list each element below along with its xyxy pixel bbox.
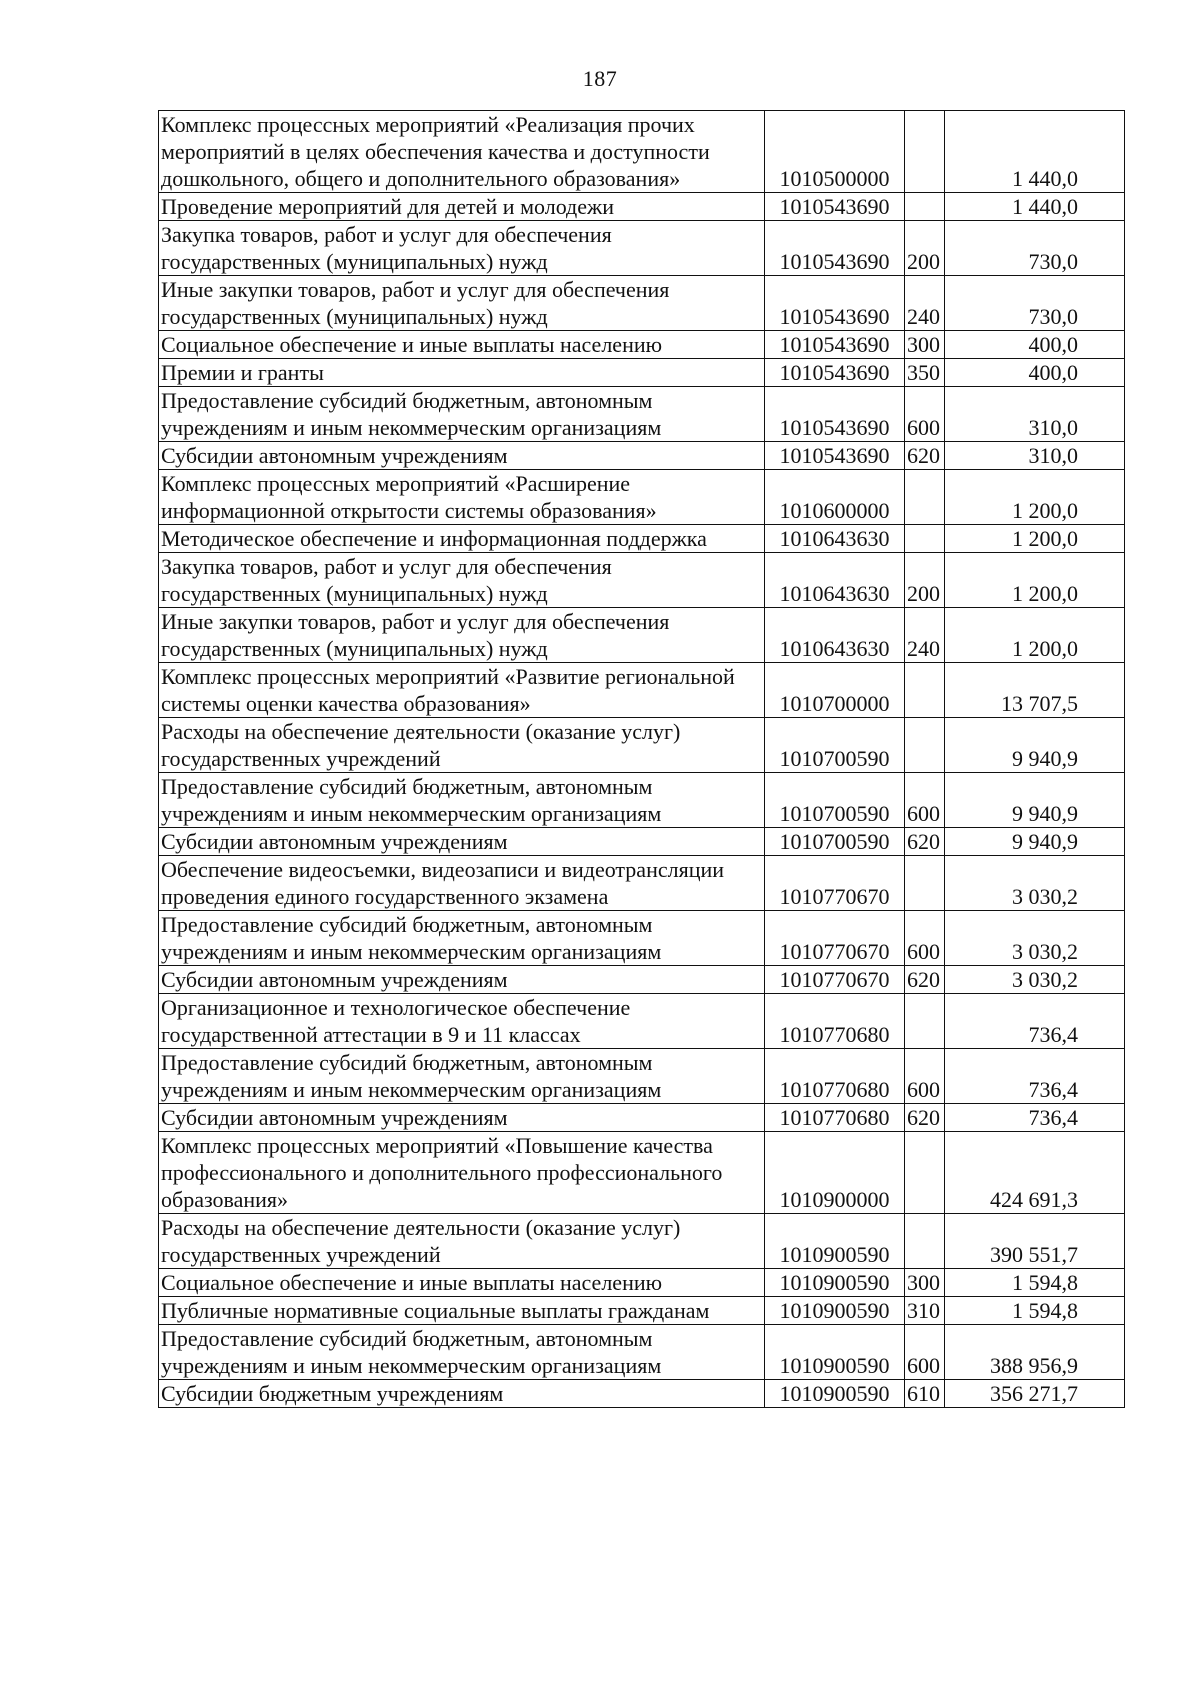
row-type-cell: 620 xyxy=(905,828,945,856)
row-type-cell: 610 xyxy=(905,1380,945,1408)
row-code-cell: 1010643630 xyxy=(765,525,905,553)
row-type-cell xyxy=(905,856,945,911)
table-row xyxy=(159,276,1125,331)
row-amount-cell: 736,4 xyxy=(945,994,1125,1049)
table-row xyxy=(159,663,1125,718)
row-amount-cell: 3 030,2 xyxy=(945,856,1125,911)
row-code-cell: 1010700590 xyxy=(765,828,905,856)
row-amount-cell: 1 200,0 xyxy=(945,470,1125,525)
row-type-cell: 600 xyxy=(905,773,945,828)
row-name-cell: Социальное обеспечение и иные выплаты населению xyxy=(159,331,765,359)
row-code-cell: 1010543690 xyxy=(765,331,905,359)
row-code-cell: 1010770680 xyxy=(765,1104,905,1132)
row-type-cell: 300 xyxy=(905,331,945,359)
table-row xyxy=(159,911,1125,966)
row-code-cell: 1010900000 xyxy=(765,1132,905,1214)
row-name-cell: Иные закупки товаров, работ и услуг для обеспечения государственных (муниципальных) нужд xyxy=(159,276,765,331)
row-name-cell: Обеспечение видеосъемки, видеозаписи и видеотрансляции проведения единого государственного экзамена xyxy=(159,856,765,911)
row-type-cell: 600 xyxy=(905,1325,945,1380)
row-code-cell: 1010900590 xyxy=(765,1325,905,1380)
row-name-cell: Методическое обеспечение и информационная поддержка xyxy=(159,525,765,553)
row-name-cell: Расходы на обеспечение деятельности (оказание услуг) государственных учреждений xyxy=(159,1214,765,1269)
row-code-cell: 1010700590 xyxy=(765,718,905,773)
row-type-cell xyxy=(905,663,945,718)
row-name-cell: Публичные нормативные социальные выплаты гражданам xyxy=(159,1297,765,1325)
row-name-cell: Предоставление субсидий бюджетным, автономным учреждениям и иным некоммерческим организациям xyxy=(159,911,765,966)
row-type-cell: 620 xyxy=(905,442,945,470)
row-amount-cell: 730,0 xyxy=(945,276,1125,331)
row-type-cell: 200 xyxy=(905,553,945,608)
row-amount-cell: 9 940,9 xyxy=(945,773,1125,828)
row-type-cell xyxy=(905,1132,945,1214)
row-name-cell: Субсидии автономным учреждениям xyxy=(159,828,765,856)
row-name-cell: Социальное обеспечение и иные выплаты населению xyxy=(159,1269,765,1297)
table-row xyxy=(159,1297,1125,1325)
table-row xyxy=(159,1049,1125,1104)
row-type-cell: 600 xyxy=(905,1049,945,1104)
row-amount-cell: 1 200,0 xyxy=(945,553,1125,608)
row-name-cell: Предоставление субсидий бюджетным, автономным учреждениям и иным некоммерческим организациям xyxy=(159,1049,765,1104)
table-row xyxy=(159,331,1125,359)
row-code-cell: 1010700590 xyxy=(765,773,905,828)
table-row xyxy=(159,221,1125,276)
row-code-cell: 1010900590 xyxy=(765,1269,905,1297)
row-name-cell: Иные закупки товаров, работ и услуг для обеспечения государственных (муниципальных) нужд xyxy=(159,608,765,663)
row-name-cell: Расходы на обеспечение деятельности (оказание услуг) государственных учреждений xyxy=(159,718,765,773)
row-code-cell: 1010900590 xyxy=(765,1214,905,1269)
row-amount-cell: 1 200,0 xyxy=(945,608,1125,663)
table-body xyxy=(159,111,1125,1408)
row-amount-cell: 356 271,7 xyxy=(945,1380,1125,1408)
row-code-cell: 1010643630 xyxy=(765,553,905,608)
table-row xyxy=(159,1104,1125,1132)
row-name-cell: Проведение мероприятий для детей и молодежи xyxy=(159,193,765,221)
row-code-cell: 1010643630 xyxy=(765,608,905,663)
row-amount-cell: 3 030,2 xyxy=(945,966,1125,994)
row-type-cell xyxy=(905,718,945,773)
row-amount-cell: 1 594,8 xyxy=(945,1269,1125,1297)
budget-table xyxy=(158,110,1125,1408)
table-row xyxy=(159,525,1125,553)
row-amount-cell: 13 707,5 xyxy=(945,663,1125,718)
table-row xyxy=(159,193,1125,221)
row-code-cell: 1010500000 xyxy=(765,111,905,193)
row-code-cell: 1010900590 xyxy=(765,1297,905,1325)
row-amount-cell: 736,4 xyxy=(945,1104,1125,1132)
row-amount-cell: 3 030,2 xyxy=(945,911,1125,966)
table-row xyxy=(159,1325,1125,1380)
row-amount-cell: 390 551,7 xyxy=(945,1214,1125,1269)
row-type-cell: 350 xyxy=(905,359,945,387)
row-amount-cell: 9 940,9 xyxy=(945,828,1125,856)
row-type-cell xyxy=(905,525,945,553)
row-name-cell: Предоставление субсидий бюджетным, автономным учреждениям и иным некоммерческим организациям xyxy=(159,1325,765,1380)
table-row xyxy=(159,1380,1125,1408)
row-type-cell: 600 xyxy=(905,387,945,442)
row-code-cell: 1010543690 xyxy=(765,387,905,442)
row-type-cell xyxy=(905,1214,945,1269)
row-type-cell xyxy=(905,111,945,193)
row-code-cell: 1010543690 xyxy=(765,276,905,331)
row-code-cell: 1010770680 xyxy=(765,1049,905,1104)
row-code-cell: 1010770670 xyxy=(765,966,905,994)
table-row xyxy=(159,773,1125,828)
row-amount-cell: 1 594,8 xyxy=(945,1297,1125,1325)
table-row xyxy=(159,1269,1125,1297)
row-name-cell: Комплекс процессных мероприятий «Расширение информационной открытости системы образования» xyxy=(159,470,765,525)
row-name-cell: Субсидии автономным учреждениям xyxy=(159,1104,765,1132)
table-row xyxy=(159,966,1125,994)
row-amount-cell: 310,0 xyxy=(945,387,1125,442)
row-type-cell: 200 xyxy=(905,221,945,276)
row-code-cell: 1010900590 xyxy=(765,1380,905,1408)
row-code-cell: 1010770670 xyxy=(765,856,905,911)
row-name-cell: Закупка товаров, работ и услуг для обеспечения государственных (муниципальных) нужд xyxy=(159,221,765,276)
row-code-cell: 1010543690 xyxy=(765,442,905,470)
row-amount-cell: 400,0 xyxy=(945,331,1125,359)
row-code-cell: 1010600000 xyxy=(765,470,905,525)
row-name-cell: Комплекс процессных мероприятий «Повышение качества профессионального и дополнительного профессионального образования» xyxy=(159,1132,765,1214)
row-code-cell: 1010770680 xyxy=(765,994,905,1049)
row-type-cell xyxy=(905,193,945,221)
row-code-cell: 1010543690 xyxy=(765,359,905,387)
row-type-cell: 620 xyxy=(905,1104,945,1132)
row-type-cell xyxy=(905,994,945,1049)
row-name-cell: Субсидии автономным учреждениям xyxy=(159,966,765,994)
row-name-cell: Закупка товаров, работ и услуг для обеспечения государственных (муниципальных) нужд xyxy=(159,553,765,608)
row-type-cell: 240 xyxy=(905,608,945,663)
page-number: 187 xyxy=(582,66,618,91)
row-code-cell: 1010770670 xyxy=(765,911,905,966)
row-name-cell: Организационное и технологическое обеспечение государственной аттестации в 9 и 11 классах xyxy=(159,994,765,1049)
row-amount-cell: 730,0 xyxy=(945,221,1125,276)
row-type-cell xyxy=(905,470,945,525)
row-amount-cell: 1 440,0 xyxy=(945,111,1125,193)
table-row xyxy=(159,828,1125,856)
table-row xyxy=(159,718,1125,773)
table-row xyxy=(159,470,1125,525)
table-row xyxy=(159,856,1125,911)
row-code-cell: 1010543690 xyxy=(765,193,905,221)
table-row xyxy=(159,553,1125,608)
row-amount-cell: 9 940,9 xyxy=(945,718,1125,773)
table-row xyxy=(159,111,1125,193)
row-amount-cell: 310,0 xyxy=(945,442,1125,470)
row-amount-cell: 736,4 xyxy=(945,1049,1125,1104)
row-type-cell: 240 xyxy=(905,276,945,331)
row-type-cell: 620 xyxy=(905,966,945,994)
table-row xyxy=(159,359,1125,387)
row-amount-cell: 1 440,0 xyxy=(945,193,1125,221)
table-row xyxy=(159,1132,1125,1214)
row-name-cell: Предоставление субсидий бюджетным, автономным учреждениям и иным некоммерческим организациям xyxy=(159,387,765,442)
row-type-cell: 600 xyxy=(905,911,945,966)
row-type-cell: 310 xyxy=(905,1297,945,1325)
table-row xyxy=(159,442,1125,470)
table-row xyxy=(159,387,1125,442)
row-amount-cell: 1 200,0 xyxy=(945,525,1125,553)
table-row xyxy=(159,608,1125,663)
row-name-cell: Премии и гранты xyxy=(159,359,765,387)
row-name-cell: Субсидии бюджетным учреждениям xyxy=(159,1380,765,1408)
row-amount-cell: 388 956,9 xyxy=(945,1325,1125,1380)
row-name-cell: Предоставление субсидий бюджетным, автономным учреждениям и иным некоммерческим организациям xyxy=(159,773,765,828)
table-row xyxy=(159,994,1125,1049)
row-name-cell: Субсидии автономным учреждениям xyxy=(159,442,765,470)
row-amount-cell: 424 691,3 xyxy=(945,1132,1125,1214)
row-code-cell: 1010543690 xyxy=(765,221,905,276)
row-amount-cell: 400,0 xyxy=(945,359,1125,387)
row-name-cell: Комплекс процессных мероприятий «Развитие региональной системы оценки качества образования» xyxy=(159,663,765,718)
row-name-cell: Комплекс процессных мероприятий «Реализация прочих мероприятий в целях обеспечения качества и доступности дошкольного, общего и дополнительного образования» xyxy=(159,111,765,193)
table-row xyxy=(159,1214,1125,1269)
row-code-cell: 1010700000 xyxy=(765,663,905,718)
row-type-cell: 300 xyxy=(905,1269,945,1297)
